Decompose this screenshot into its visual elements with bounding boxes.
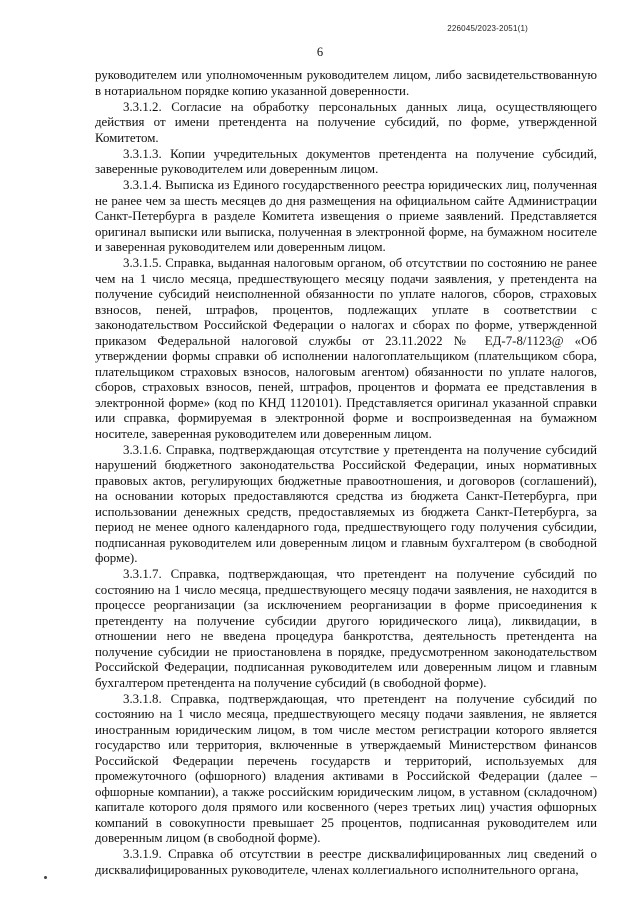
page-number: 6: [316, 45, 324, 59]
scan-speck: [44, 876, 47, 879]
paragraph-3-3-1-3: 3.3.1.3. Копии учредительных документов претендента на получение субсидий, заверенные руководителем или доверенным лицом.: [95, 146, 597, 176]
paragraph-3-3-1-9: 3.3.1.9. Справка об отсутствии в реестре дисквалифицированных лиц сведений о дисквалифицированных руководителе, членах коллегиального исполнительного органа,: [95, 847, 597, 877]
paragraph-continuation: руководителем или уполномоченным руководителем лицом, либо засвидетельствованную в нотариальном порядке копию указанной доверенности.: [95, 68, 597, 98]
paragraph-3-3-1-5: 3.3.1.5. Справка, выданная налоговым органом, об отсутствии по состоянию не ранее чем на 1 число месяца, предшествующего месяцу подачи заявления, у претендента на получение субсидий неисполненной обязанности по уплате налогов, сборов, страховых взносов, пеней, штрафов, процентов, подлежащих уплате в соответствии с законодательством Российской Федерации о налогах и сборах по форме, утвержденной приказом Федеральной налоговой службы от 23.11.2022 № ЕД-7-8/1123@ «Об утверждении формы справки об исполнении налогоплательщиком (плательщиком сбора, плательщиком страховых взносов, налоговым агентом) обязанности по уплате налогов, сборов, страховых взносов, пеней, штрафов, процентов и формата ее представления в электронной форме» (код по КНД 1120101). Представляется оригинал указанной справки или справка, формируемая в электронной форме и воспроизведенная на бумажном носителе, заверенная руководителем или доверенным лицом.: [95, 256, 597, 441]
paragraph-3-3-1-6: 3.3.1.6. Справка, подтверждающая отсутствие у претендента на получение субсидий нарушений бюджетного законодательства Российской Федерации, иных нормативных правовых актов, регулирующих бюджетные правоотношения, и договоров (соглашений), на основании которых предоставляются средства из бюджета Санкт-Петербурга, при использовании денежных средств, предоставляемых из бюджета Санкт-Петербурга, за период не менее одного календарного года, предшествующего году получения субсидии, подписанная руководителем или доверенным лицом и главным бухгалтером (в свободной форме).: [95, 442, 597, 565]
paragraph-3-3-1-8: 3.3.1.8. Справка, подтверждающая, что претендент на получение субсидий по состоянию на 1 число месяца, предшествующего месяцу подачи заявления, не является иностранным юридическим лицом, в том числе местом регистрации которого является государство или территория, включенные в утверждаемый Министерством финансов Российской Федерации перечень государств и территорий, используемых для промежуточного (офшорного) владения активами в Российской Федерации (далее – офшорные компании), а также российским юридическим лицом, в уставном (складочном) капитале которого доля прямого или косвенного (через третьих лиц) участия офшорных компаний в совокупности превышает 25 процентов, подписанная руководителем или доверенным лицом (в свободной форме).: [95, 691, 597, 845]
paragraph-3-3-1-7: 3.3.1.7. Справка, подтверждающая, что претендент на получение субсидий по состоянию на 1 число месяца, предшествующего месяцу подачи заявления, не находится в процессе реорганизации (за исключением реорганизации в форме присоединения к претенденту на получение субсидии другого юридического лица), ликвидации, в отношении него не введена процедура банкротства, деятельность претендента на получение субсидии не приостановлена в порядке, предусмотренном законодательством Российской Федерации, подписанная руководителем или доверенным лицом и главным бухгалтером претендента на получение субсидий (в свободной форме).: [95, 567, 597, 690]
document-registration-number: 226045/2023-2051(1): [447, 24, 528, 33]
paragraph-3-3-1-2: 3.3.1.2. Согласие на обработку персональных данных лица, осуществляющего действия от имени претендента на получение субсидий, по форме, утвержденной Комитетом.: [95, 99, 597, 145]
paragraph-3-3-1-4: 3.3.1.4. Выписка из Единого государственного реестра юридических лиц, полученная не ранее чем за шесть месяцев до дня размещения на официальном сайте Администрации Санкт-Петербурга в разделе Комитета извещения о приеме заявлений. Представляется оригинал выписки или выписка, полученная в электронной форме, на бумажном носителе и заверенная руководителем или доверенным лицом.: [95, 178, 597, 254]
document-body: [95, 68, 597, 879]
